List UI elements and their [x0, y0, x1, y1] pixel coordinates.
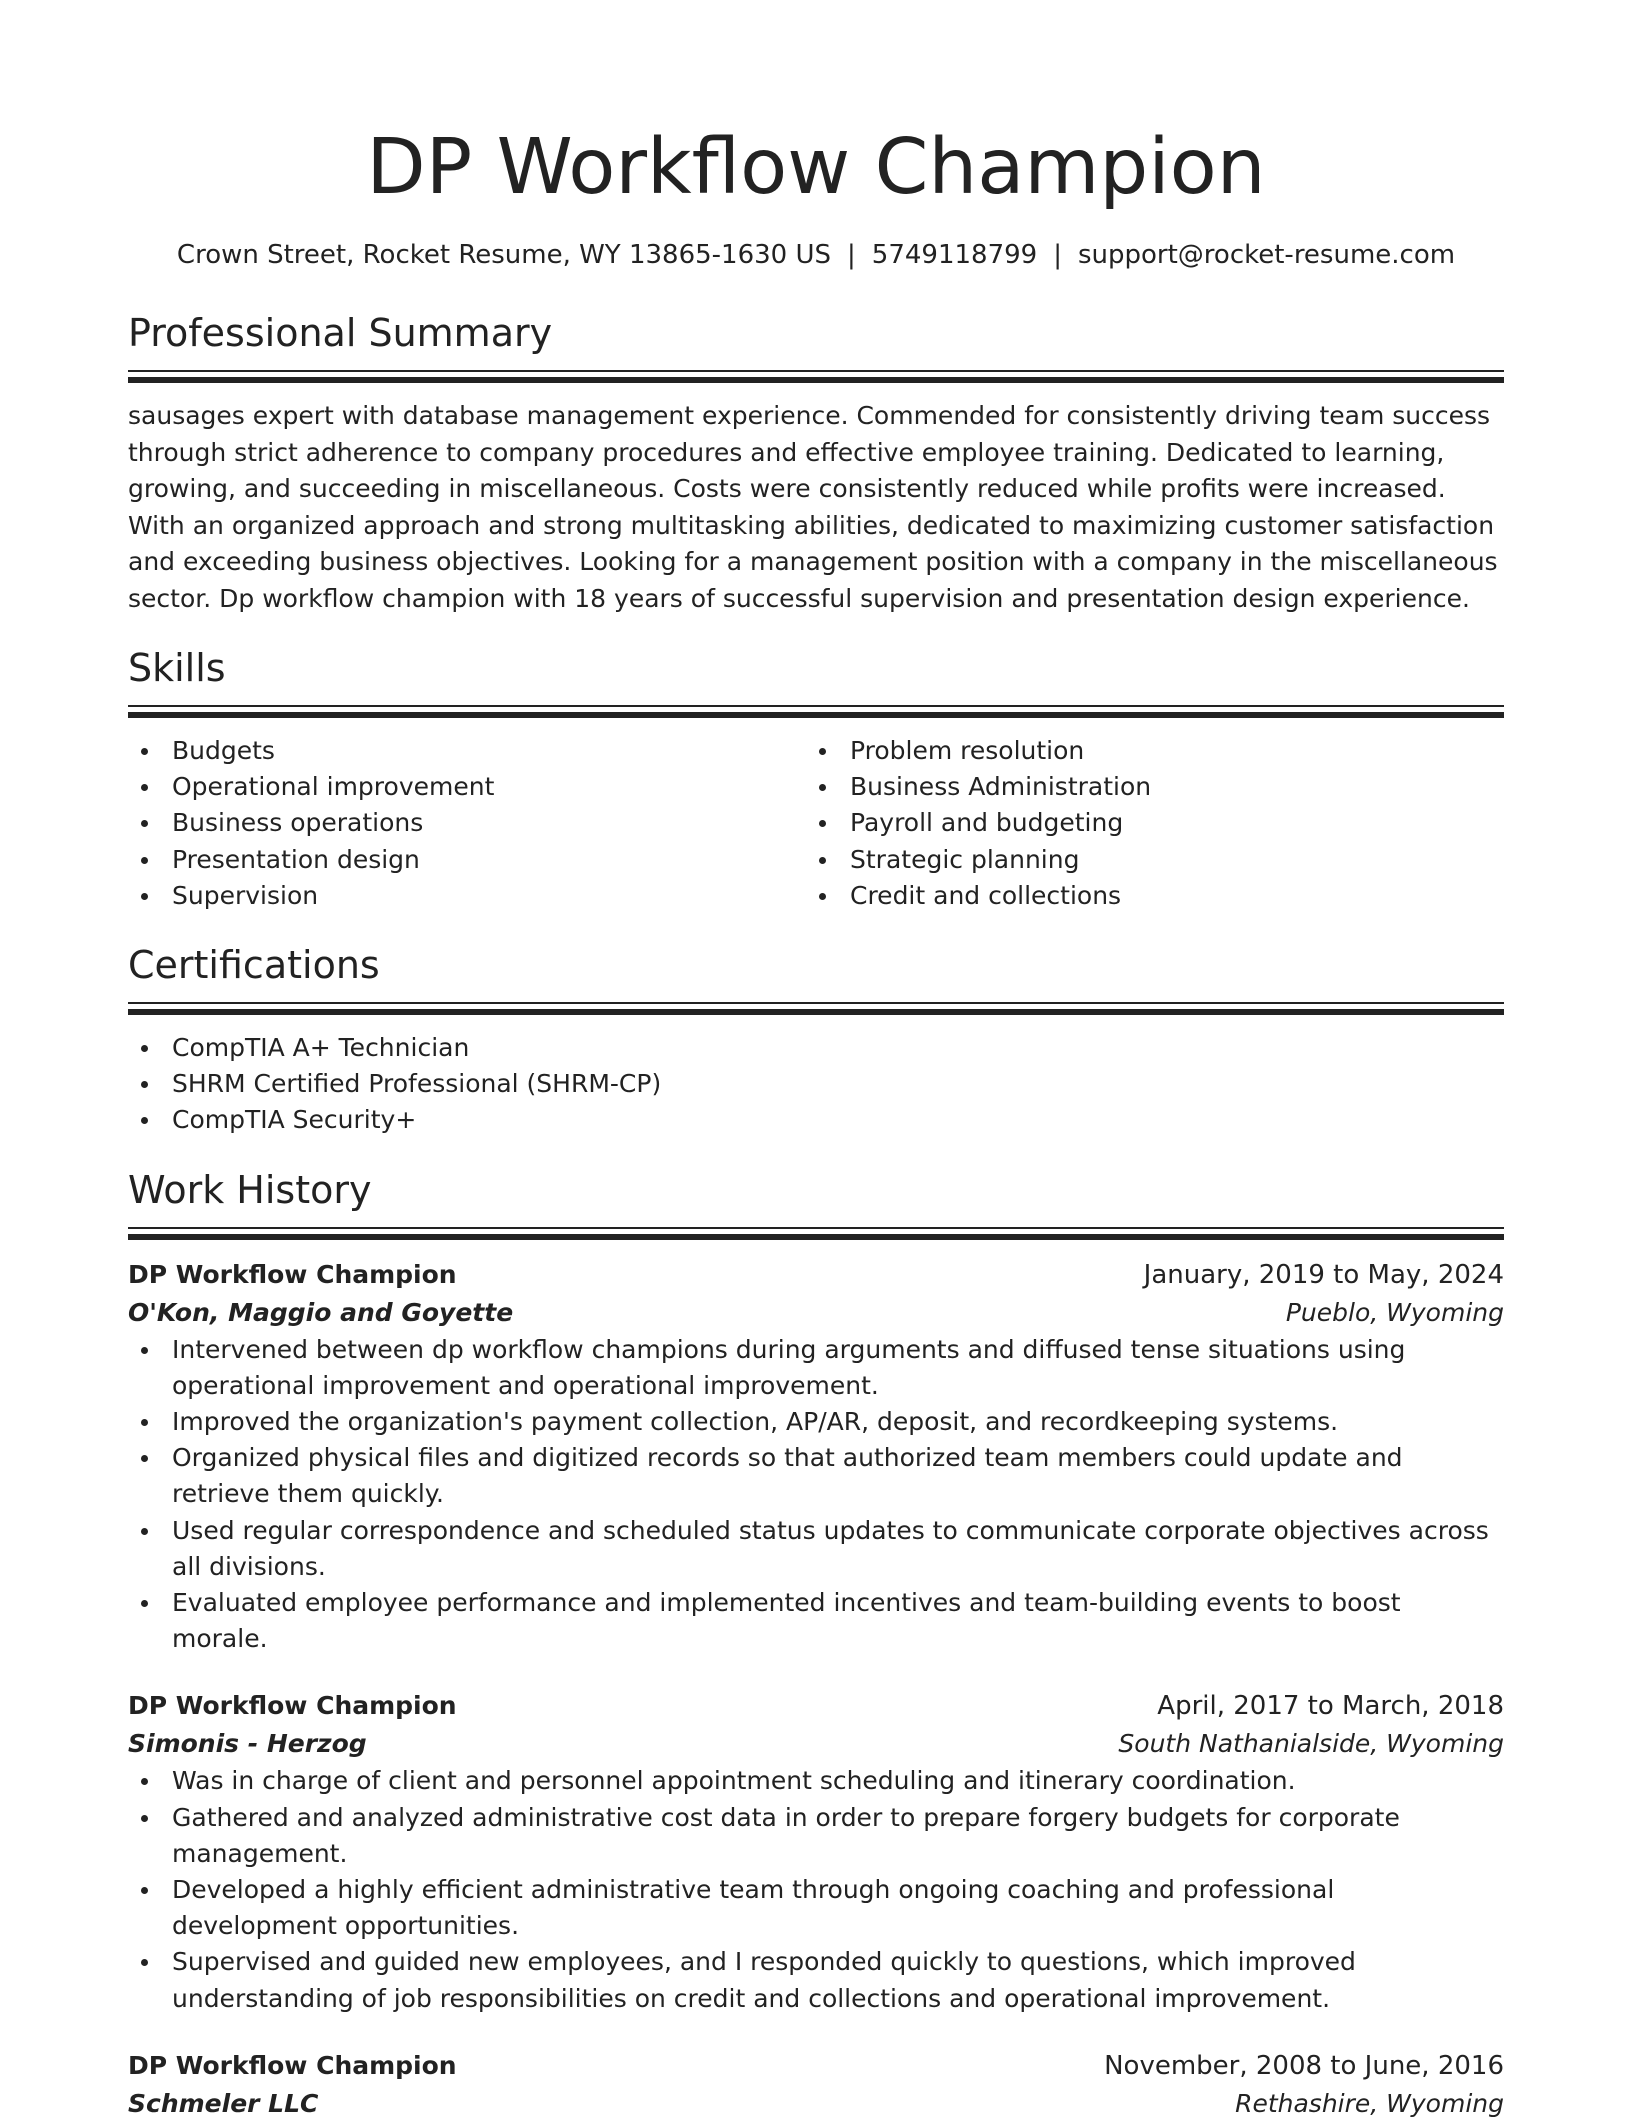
job-bullet: Supervised and guided new employees, and I responded quickly to questions, which improved understanding of job responsibilities on credit and collections and operational improvement.	[128, 1944, 1504, 2016]
summary-section	[128, 308, 1504, 617]
job-bullet: Was in charge of client and personnel appointment scheduling and itinerary coordination.	[128, 1763, 1504, 1799]
job-bullet: Used regular correspondence and scheduled status updates to communicate corporate objectives across all divisions.	[128, 1513, 1504, 1585]
job-company: O'Kon, Maggio and Goyette	[128, 1297, 514, 1327]
section-title-summary: Professional Summary	[128, 311, 553, 355]
job-location: South Nathanialside, Wyoming	[1118, 1729, 1504, 1759]
job-title: DP Workflow Champion	[128, 1691, 457, 1721]
job-bullet: Gathered and analyzed administrative cost data in order to prepare forgery budgets for corporate management.	[128, 1800, 1504, 1872]
skill-item: Budgets	[128, 733, 806, 769]
certification-item: CompTIA A+ Technician	[128, 1030, 1504, 1066]
resume-content	[128, 120, 1504, 2123]
contact-separator: |	[1053, 240, 1062, 270]
summary-text: sausages expert with database management experience. Commended for consistently driving team success through strict adherence to company procedures and effective employee training. Dedicated to learning, growing, and succeeding in miscellaneous. Costs were consistently reduced while profits were increased. With an organized approach and strong multitasking abilities, dedicated to maximizing customer satisfaction and exceeding business objectives. Looking for a management position with a company in the miscellaneous sector. Dp workflow champion with 18 years of successful supervision and presentation design experience.	[128, 401, 1498, 613]
skill-item: Problem resolution	[806, 733, 1484, 769]
job-company-row	[128, 1725, 1504, 1763]
job-bullet: Evaluated employee performance and implemented incentives and team-building events to boost morale.	[128, 1585, 1504, 1657]
section-title-work-history: Work History	[128, 1167, 372, 1212]
job-location: Pueblo, Wyoming	[1285, 1297, 1504, 1327]
skills-list-left	[128, 733, 806, 914]
section-divider-thick	[128, 1009, 1504, 1015]
section-divider-thick	[128, 1234, 1504, 1240]
certification-item: SHRM Certified Professional (SHRM-CP)	[128, 1066, 1504, 1102]
skills-list-right	[806, 733, 1484, 914]
section-divider-thin	[128, 1002, 1504, 1004]
job-title: DP Workflow Champion	[128, 2050, 457, 2080]
certifications-list	[128, 1030, 1504, 1139]
certification-item: CompTIA Security+	[128, 1102, 1504, 1138]
job-bullets	[128, 1763, 1504, 2016]
job-header-row	[128, 1687, 1504, 1725]
skill-item: Business Administration	[806, 769, 1484, 805]
skill-item: Supervision	[128, 878, 806, 914]
section-divider-thin	[128, 705, 1504, 707]
certifications-section	[128, 940, 1504, 1139]
skill-item: Business operations	[128, 805, 806, 841]
job-dates: January, 2019 to May, 2024	[1143, 1259, 1504, 1290]
job-bullet: Intervened between dp workflow champions during arguments and diffused tense situations using operational improvement and operational improvement.	[128, 1332, 1504, 1404]
job-company-row	[128, 2085, 1504, 2123]
job-dates: November, 2008 to June, 2016	[1104, 2050, 1504, 2081]
section-divider-thick	[128, 377, 1504, 383]
email: support@rocket-resume.com	[1077, 240, 1456, 270]
job-company-row	[128, 1294, 1504, 1332]
section-title-certifications: Certifications	[128, 943, 380, 988]
job-dates: April, 2017 to March, 2018	[1157, 1691, 1504, 1722]
skills-section	[128, 643, 1504, 914]
section-divider-thin	[128, 1227, 1504, 1229]
section-divider-thin	[128, 370, 1504, 372]
candidate-name: DP Workflow Champion	[366, 123, 1266, 212]
job-bullet: Organized physical files and digitized records so that authorized team members could update and retrieve them quickly.	[128, 1440, 1504, 1512]
job-bullet: Improved the organization's payment collection, AP/AR, deposit, and recordkeeping systems.	[128, 1404, 1504, 1440]
skill-item: Strategic planning	[806, 842, 1484, 878]
job-header-row	[128, 2047, 1504, 2085]
job-bullets	[128, 1332, 1504, 1658]
skills-grid	[128, 733, 1504, 914]
job-location: Rethashire, Wyoming	[1235, 2088, 1504, 2118]
section-divider-thick	[128, 712, 1504, 718]
job-entry	[128, 2047, 1504, 2123]
skill-item: Payroll and budgeting	[806, 805, 1484, 841]
job-company: Simonis - Herzog	[128, 1729, 367, 1759]
work-history-section	[128, 1165, 1504, 2123]
job-company: Schmeler LLC	[128, 2088, 319, 2118]
job-bullet: Developed a highly efficient administrative team through ongoing coaching and professional development opportunities.	[128, 1872, 1504, 1944]
contact-separator: |	[847, 240, 856, 270]
job-title: DP Workflow Champion	[128, 1259, 457, 1289]
job-header-row	[128, 1256, 1504, 1294]
job-entry	[128, 1687, 1504, 2016]
phone: 5749118799	[871, 240, 1038, 270]
skill-item: Credit and collections	[806, 878, 1484, 914]
address: Crown Street, Rocket Resume, WY 13865-1630 US	[176, 240, 832, 270]
section-title-skills: Skills	[128, 646, 226, 690]
skill-item: Presentation design	[128, 842, 806, 878]
job-entry	[128, 1256, 1504, 1658]
contact-line	[128, 238, 1504, 272]
skill-item: Operational improvement	[128, 769, 806, 805]
